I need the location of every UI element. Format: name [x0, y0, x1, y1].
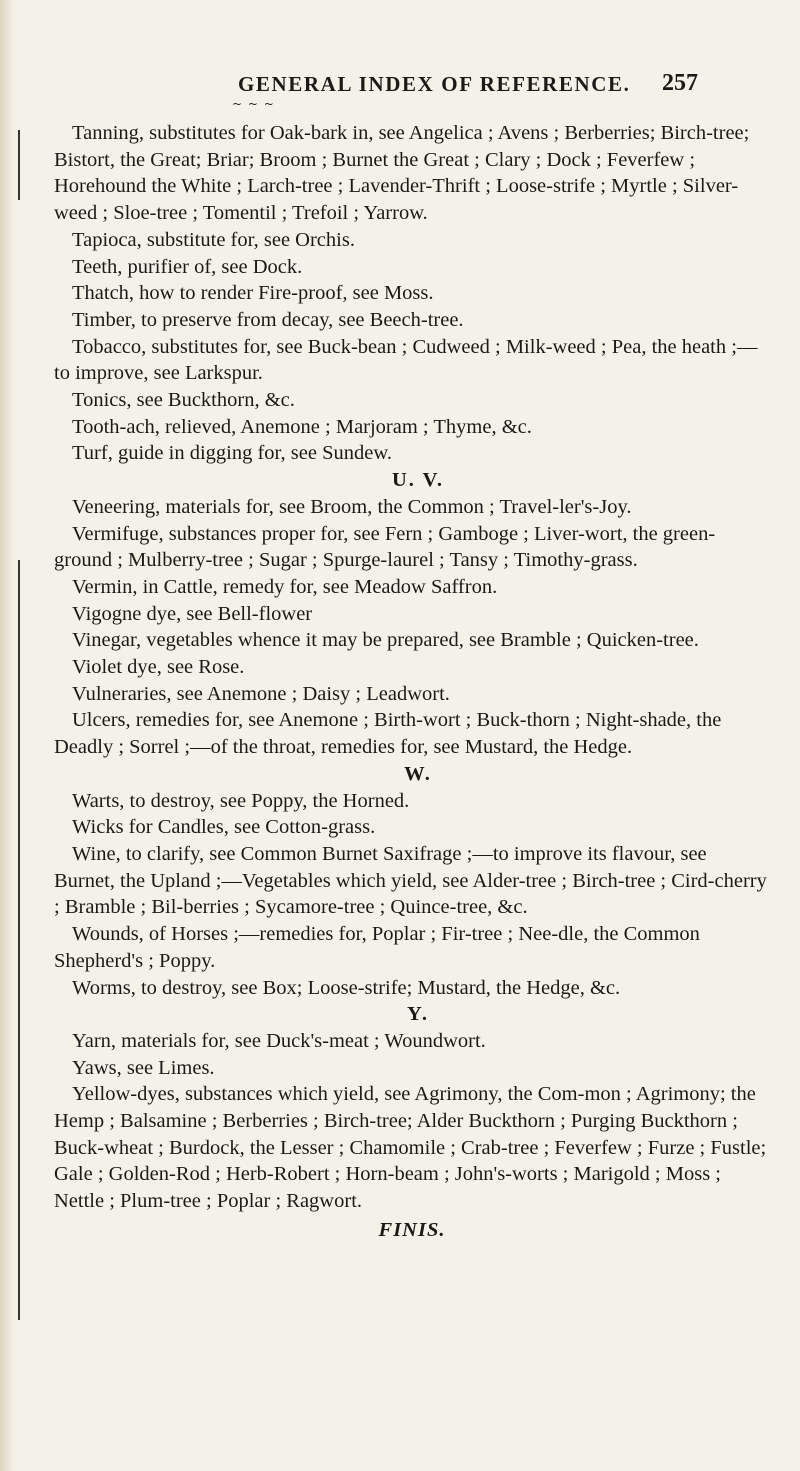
index-entry: Wine, to clarify, see Common Burnet Saxifrage ;—to improve its flavour, see Burnet, the Upland ;—Vegetables which yield, see Alder-tree ; Birch-tree ; Cird-cherry ; Bramble ; Bil-berries ; Sycamore-tree ; Quince-tree, &c.	[54, 842, 767, 919]
index-entry: Vigogne dye, see Bell-flower	[72, 602, 313, 625]
index-entry: Ulcers, remedies for, see Anemone ; Birth-wort ; Buck-thorn ; Night-shade, the Deadly ; Sorrel ;—of the throat, remedies for, see Mustard, the Hedge.	[54, 709, 722, 759]
index-entry: Veneering, materials for, see Broom, the Common ; Travel-ler's-Joy.	[72, 495, 632, 518]
finis: FINIS.	[378, 1218, 446, 1241]
page-header	[238, 72, 698, 106]
index-entry: Vulneraries, see Anemone ; Daisy ; Leadwort.	[72, 682, 450, 705]
section-letter-uv: U. V.	[392, 469, 444, 492]
index-entry: Tooth-ach, relieved, Anemone ; Marjoram ; Thyme, &c.	[72, 415, 532, 438]
index-entry: Yarn, materials for, see Duck's-meat ; Woundwort.	[72, 1029, 486, 1052]
index-entry: Tonics, see Buckthorn, &c.	[72, 389, 295, 412]
margin-mark	[18, 560, 20, 1320]
index-entry: Tapioca, substitute for, see Orchis.	[72, 228, 355, 251]
index-entry: Vinegar, vegetables whence it may be prepared, see Bramble ; Quicken-tree.	[72, 629, 699, 652]
index-entry: Vermin, in Cattle, remedy for, see Meadow Saffron.	[72, 575, 498, 598]
index-entry: Teeth, purifier of, see Dock.	[72, 255, 303, 278]
header-ornament: ~ ~ ~	[232, 97, 275, 111]
index-entry: Wicks for Candles, see Cotton-grass.	[72, 816, 376, 839]
index-entry: Turf, guide in digging for, see Sundew.	[72, 442, 392, 465]
index-entry: Tobacco, substitutes for, see Buck-bean ; Cudweed ; Milk-weed ; Pea, the heath ;—to improve, see Larkspur.	[54, 335, 758, 385]
index-entry: Tanning, substitutes for Oak-bark in, see Angelica ; Avens ; Berberries; Birch-tree; Bistort, the Great; Briar; Broom ; Burnet the Great ; Clary ; Dock ; Feverfew ; Horehound the White ; Larch-tree ; Lavender-Thrift ; Loose-strife ; Myrtle ; Silver-weed ; Sloe-tree ; Tomentil ; Trefoil ; Yarrow.	[54, 122, 750, 225]
section-letter-w: W.	[404, 762, 432, 785]
index-entry: Timber, to preserve from decay, see Beech-tree.	[72, 308, 464, 331]
margin-mark	[18, 130, 20, 200]
index-entry: Worms, to destroy, see Box; Loose-strife; Mustard, the Hedge, &c.	[72, 976, 621, 999]
page-binding-shadow	[0, 0, 14, 1471]
index-entry: Warts, to destroy, see Poppy, the Horned.	[72, 789, 410, 812]
running-head: GENERAL INDEX OF REFERENCE.	[238, 72, 631, 96]
index-entries	[54, 120, 770, 1244]
section-letter-y: Y.	[406, 1003, 430, 1026]
index-entry: Wounds, of Horses ;—remedies for, Poplar ; Fir-tree ; Nee-dle, the Common Shepherd's ; Poppy.	[54, 923, 700, 972]
index-entry: Yellow-dyes, substances which yield, see Agrimony, the Com-mon ; Agrimony; the Hemp ; Balsamine ; Berberries ; Birch-tree; Alder Buckthorn ; Purging Buckthorn ; Buck-wheat ; Burdock, the Lesser ; Chamomile ; Crab-tree ; Feverfew ; Furze ; Fustle; Gale ; Golden-Rod ; Herb-Robert ; Horn-beam ; John's-worts ; Marigold ; Moss ; Nettle ; Plum-tree ; Poplar ; Ragwort.	[54, 1083, 767, 1213]
page-number: 257	[662, 70, 698, 96]
index-entry: Yaws, see Limes.	[72, 1056, 215, 1079]
index-entry: Thatch, how to render Fire-proof, see Moss.	[72, 282, 434, 305]
index-entry: Violet dye, see Rose.	[72, 656, 245, 679]
index-entry: Vermifuge, substances proper for, see Fern ; Gamboge ; Liver-wort, the green-ground ; Mulberry-tree ; Sugar ; Spurge-laurel ; Tansy ; Timothy-grass.	[54, 522, 716, 572]
